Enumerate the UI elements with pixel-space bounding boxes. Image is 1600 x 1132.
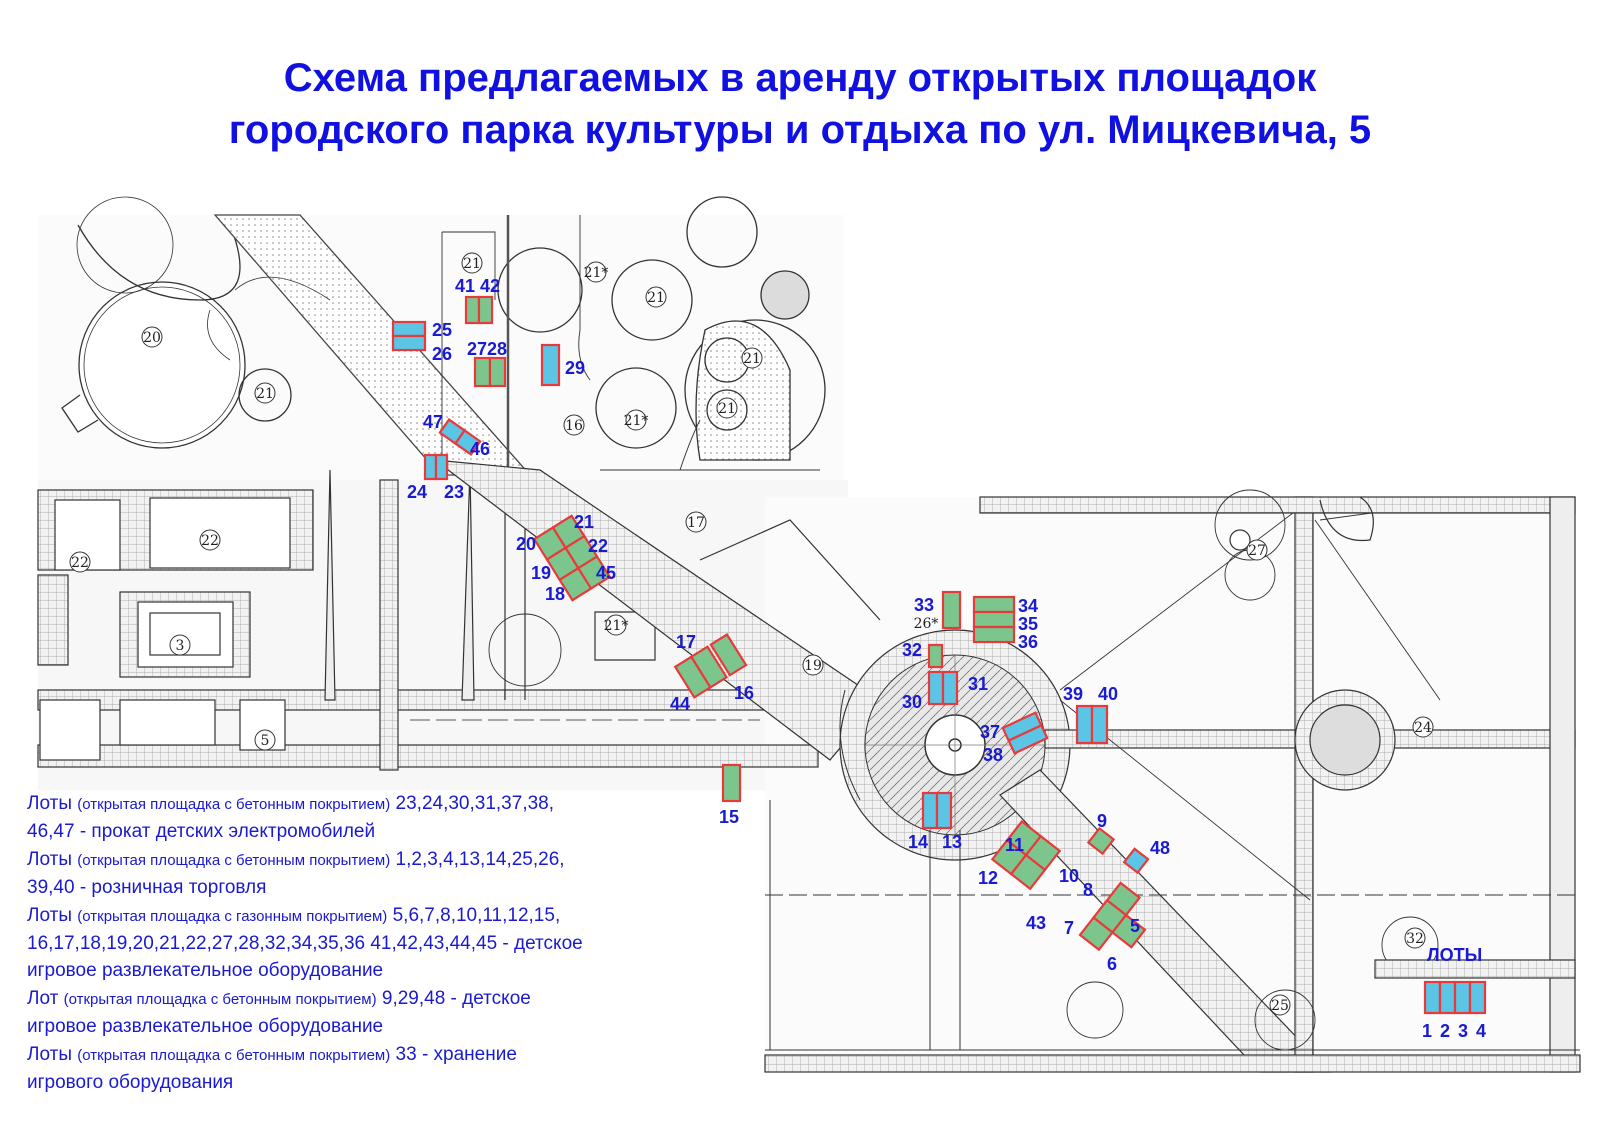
feature-number: 21* (623, 413, 649, 429)
lot-label: 6 (1107, 954, 1118, 974)
lot-label: 31 (968, 674, 989, 694)
feature-number: 21* (583, 265, 609, 281)
lot-label: 24 (407, 482, 428, 502)
legend-item: Лоты (открытая площадка с газонным покрытием) 5,6,7,8,10,11,12,15, 16,17,18,19,20,21,22,27,28,32,34,35,36 41,42,43,44,45 - детское игровое развлекательное оборудование (27, 904, 583, 982)
lot-label: 2728 (467, 339, 508, 359)
lot-label: 7 (1064, 918, 1075, 938)
feature-number: 21 (718, 401, 736, 417)
lot-1 (1425, 982, 1440, 1013)
feature-number: 26* (913, 616, 939, 632)
lot-label: 36 (1018, 632, 1039, 652)
feature-number: 3 (175, 638, 185, 654)
feature-number: 16 (565, 418, 583, 434)
lot-28 (490, 358, 505, 386)
lot-13 (937, 793, 951, 828)
feature-number: 21 (256, 386, 274, 402)
lot-label: 12 (978, 868, 999, 888)
lot-label: 20 (516, 534, 537, 554)
lot-label: 9 (1097, 811, 1108, 831)
lot-label: 44 (670, 694, 691, 714)
feature-number: 22 (71, 555, 89, 571)
lot-label: 29 (565, 358, 586, 378)
feature-number: 21* (603, 618, 629, 634)
lot-label: 1 (1422, 1021, 1433, 1041)
lot-34 (974, 597, 1014, 612)
lot-label: 48 (1150, 838, 1171, 858)
feature-number: 17 (687, 515, 705, 531)
lot-label: 34 (1018, 596, 1039, 616)
legend-item: Лоты (открытая площадка с бетонным покрытием) 1,2,3,4,13,14,25,26, 39,40 - розничная торговля (27, 848, 565, 899)
feature-number: 20 (143, 330, 161, 346)
lot-32 (929, 645, 942, 667)
lot-14 (923, 793, 937, 828)
lot-label: 2 (1440, 1021, 1451, 1041)
lot-label: 14 (908, 832, 929, 852)
lot-label: 32 (902, 640, 923, 660)
feature-number: 22 (201, 533, 219, 549)
legend-item: Лоты (открытая площадка с бетонным покрытием) 23,24,30,31,37,38, 46,47 - прокат детских электромобилей (27, 793, 555, 843)
lot-label: 18 (545, 584, 566, 604)
lot-label: 35 (1018, 614, 1039, 634)
feature-number: 32 (1406, 931, 1424, 947)
lot-31 (943, 672, 957, 704)
lot-label: 5 (1130, 916, 1141, 936)
lot-label: 22 (588, 536, 609, 556)
lot-label: 16 (734, 683, 755, 703)
lot-label: 10 (1059, 866, 1080, 886)
lot-label: 30 (902, 692, 923, 712)
lot-27 (475, 358, 490, 386)
lot-label: 8 (1083, 880, 1094, 900)
lot-25 (393, 322, 425, 336)
lot-40 (1092, 706, 1107, 743)
lot-24 (425, 455, 436, 479)
lot-42 (479, 297, 492, 323)
lot-label: 13 (942, 832, 963, 852)
legend-item: Лоты (открытая площадка с бетонным покрытием) 33 - хранение игрового оборудования (27, 1043, 517, 1094)
lot-label: 45 (596, 563, 617, 583)
lot-35 (974, 612, 1014, 627)
lot-36 (974, 627, 1014, 642)
lot-label: 37 (980, 722, 1001, 742)
lot-label: 40 (1098, 684, 1119, 704)
lot-label: 17 (676, 632, 697, 652)
legend (27, 790, 747, 1096)
legend-item: Лот (открытая площадка с бетонным покрытием) 9,29,48 - детское игровое развлекательное оборудование (27, 987, 531, 1038)
lot-26 (393, 336, 425, 350)
feature-number: 21 (463, 256, 481, 272)
title-line-1: Схема предлагаемых в аренду открытых площадок (283, 56, 1317, 100)
lots-heading: ЛОТЫ (1427, 945, 1483, 965)
lot-label: 38 (983, 745, 1004, 765)
feature-number: 21 (647, 290, 665, 306)
feature-number: 21 (743, 351, 761, 367)
lot-label: 39 (1063, 684, 1084, 704)
lot-label: 25 (432, 320, 453, 340)
feature-number: 24 (1414, 720, 1432, 736)
lot-33 (943, 592, 960, 628)
lot-23 (436, 455, 447, 479)
lot-label: 11 (1005, 835, 1025, 855)
lot-41 (466, 297, 479, 323)
feature-number: 27 (1248, 543, 1266, 559)
lot-label: 15 (719, 807, 740, 827)
feature-number: 5 (260, 733, 270, 749)
lot-label: 43 (1026, 913, 1047, 933)
lot-2 (1440, 982, 1455, 1013)
lot-label: 3 (1458, 1021, 1469, 1041)
feature-number: 19 (804, 658, 822, 674)
lot-label: 33 (914, 595, 935, 615)
lot-39 (1077, 706, 1092, 743)
lot-label: 26 (432, 344, 453, 364)
lot-label: 47 (423, 412, 444, 432)
lot-label: 41 42 (455, 276, 501, 296)
lot-30 (929, 672, 943, 704)
title-line-2: городского парка культуры и отдыха по ул. Мицкевича, 5 (228, 108, 1372, 152)
feature-number: 25 (1271, 998, 1289, 1014)
lot-label: 4 (1476, 1021, 1487, 1041)
lot-29 (542, 345, 559, 385)
lot-label: 21 (574, 512, 595, 532)
lot-3 (1455, 982, 1470, 1013)
lot-label: 19 (531, 563, 552, 583)
lot-4 (1470, 982, 1485, 1013)
lot-label: 46 (470, 439, 491, 459)
lot-label: 23 (444, 482, 465, 502)
